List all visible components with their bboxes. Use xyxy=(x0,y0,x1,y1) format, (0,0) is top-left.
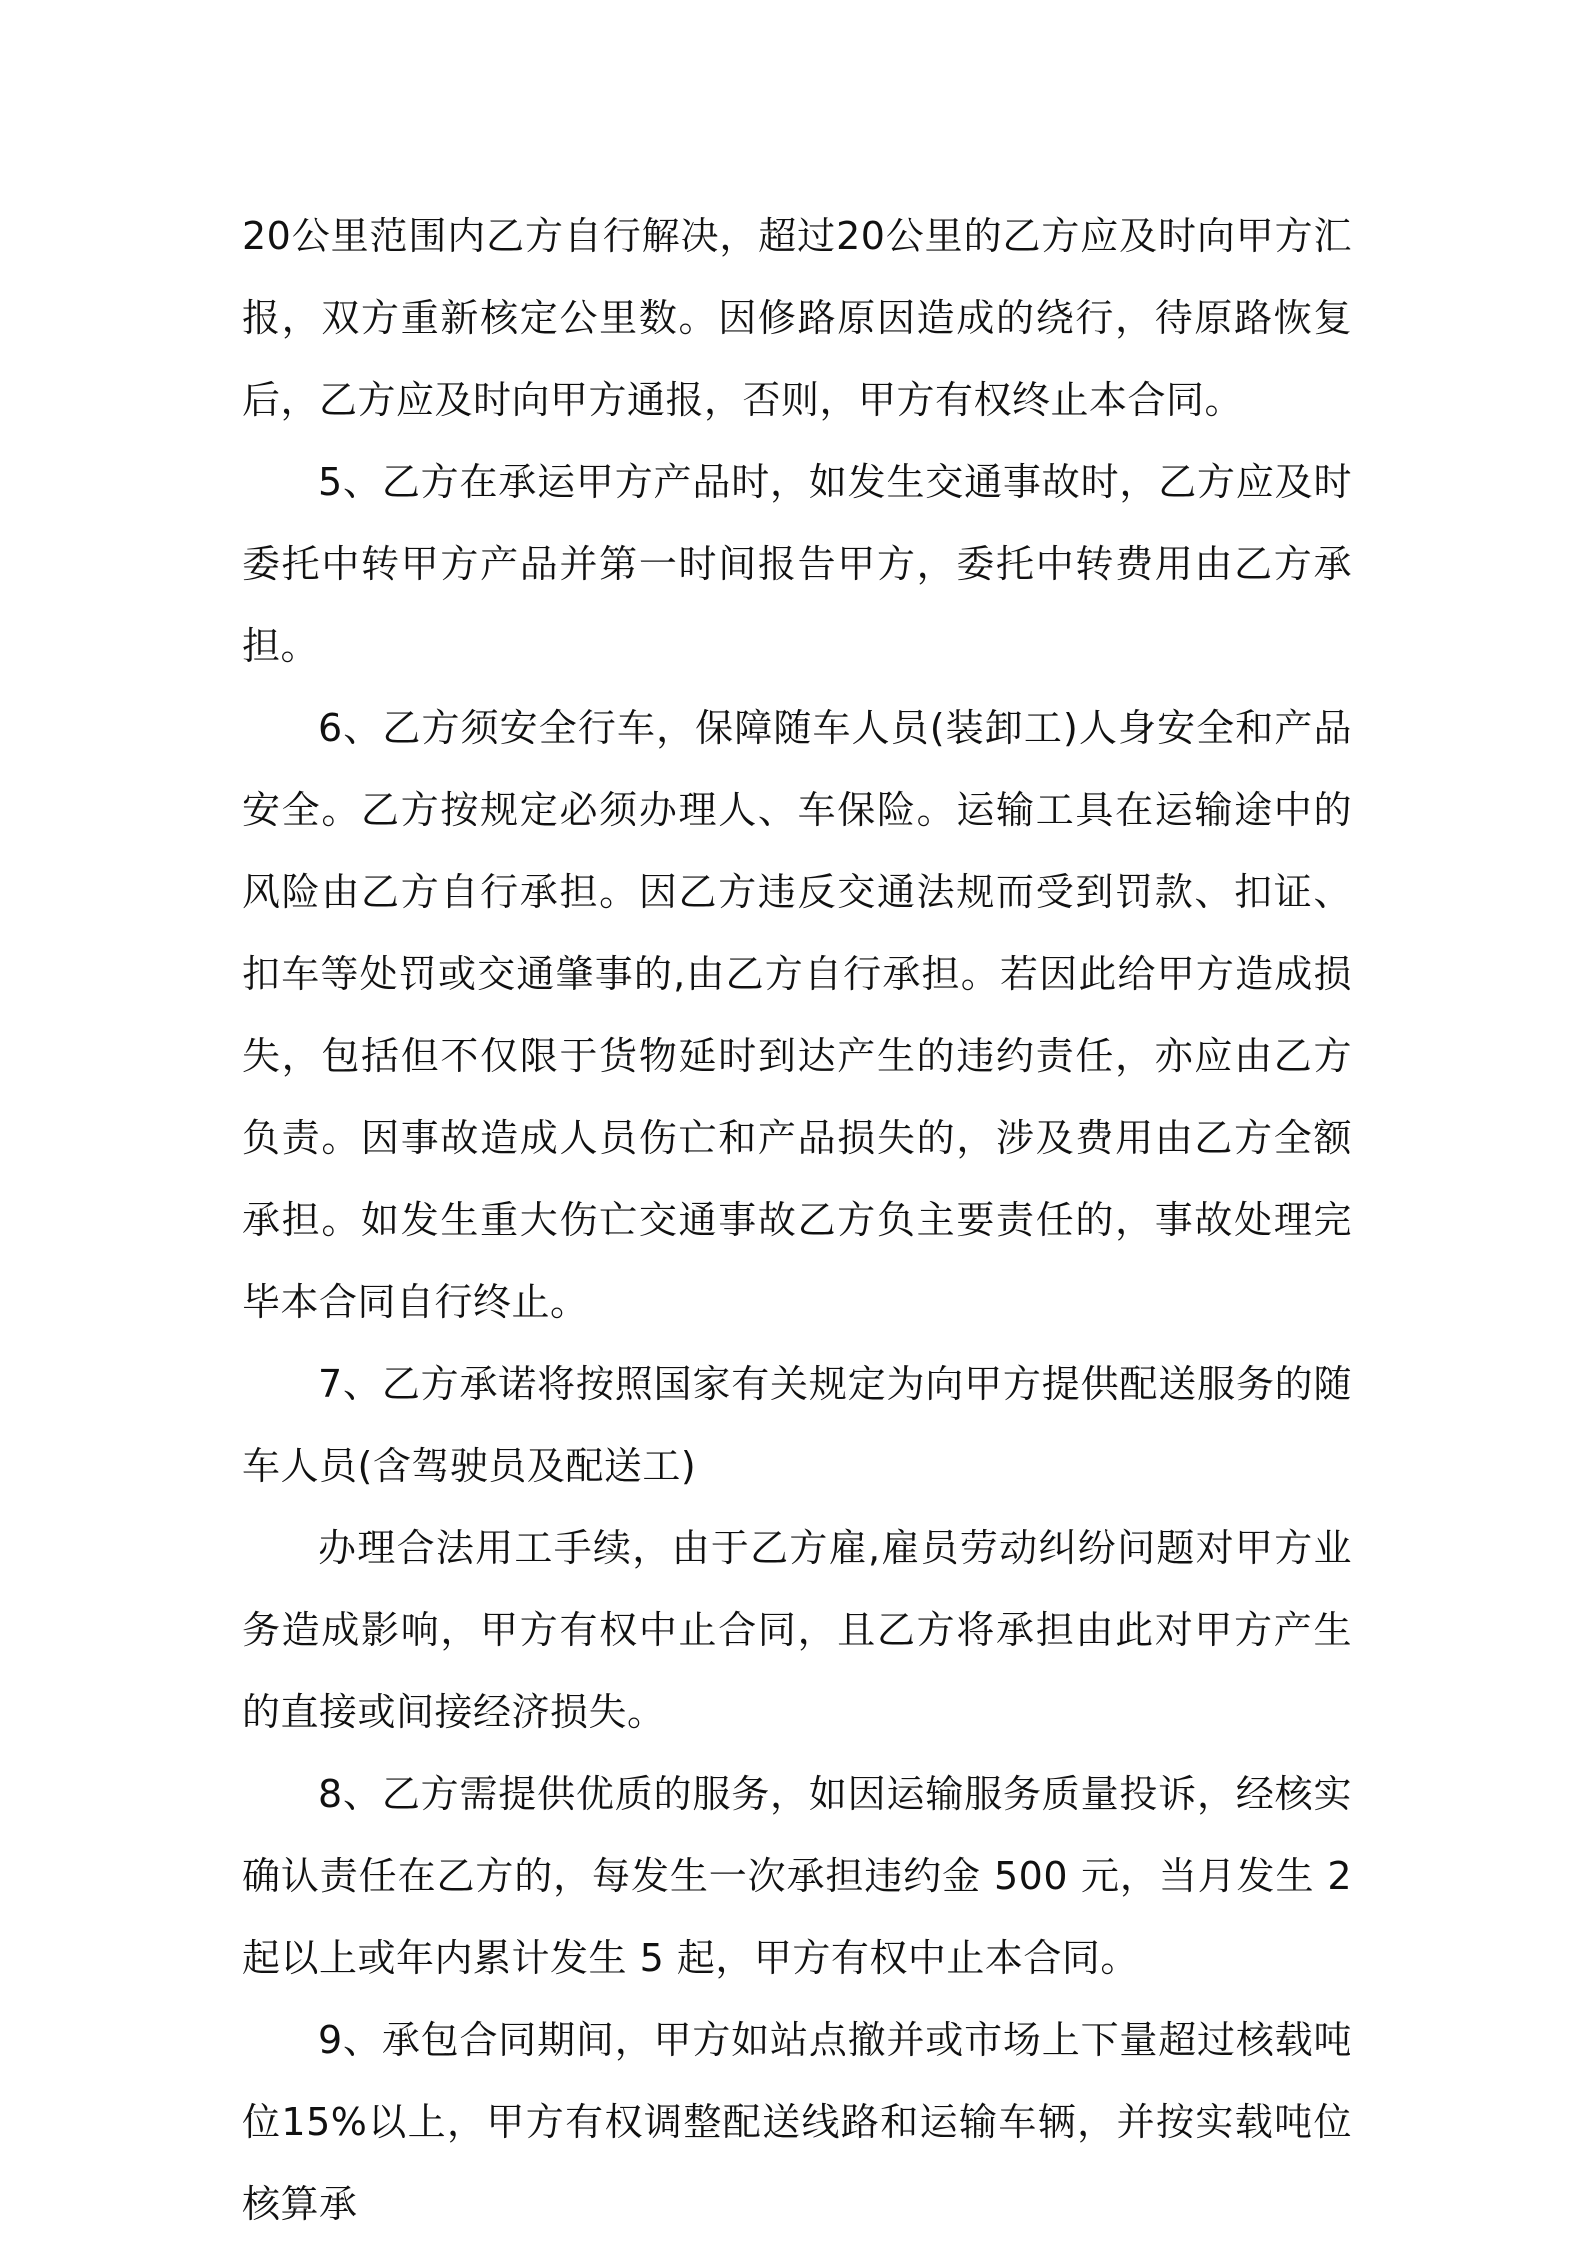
paragraph-1: 20公里范围内乙方自行解决，超过20公里的乙方应及时向甲方汇报，双方重新核定公里数。因修路原因造成的绕行，待原路恢复后，乙方应及时向甲方通报，否则，甲方有权终止本合同。 xyxy=(242,214,1352,422)
paragraph-7: 9、承包合同期间，甲方如站点撤并或市场上下量超过核载吨位15%以上，甲方有权调整配送线路和运输车辆，并按实载吨位核算承 xyxy=(242,2018,1352,2226)
paragraph-4: 7、乙方承诺将按照国家有关规定为向甲方提供配送服务的随车人员(含驾驶员及配送工) xyxy=(242,1362,1352,1488)
paragraph-3: 6、乙方须安全行车，保障随车人员(装卸工)人身安全和产品安全。乙方按规定必须办理人、车保险。运输工具在运输途中的风险由乙方自行承担。因乙方违反交通法规而受到罚款、扣证、扣车等处罚或交通肇事的,由乙方自行承担。若因此给甲方造成损失，包括但不仅限于货物延时到达产生的违约责任，亦应由乙方负责。因事故造成人员伤亡和产品损失的，涉及费用由乙方全额承担。如发生重大伤亡交通事故乙方负主要责任的，事故处理完毕本合同自行终止。 xyxy=(242,706,1352,1324)
paragraph-6: 8、乙方需提供优质的服务，如因运输服务质量投诉，经核实确认责任在乙方的，每发生一次承担违约金 500 元，当月发生 2 起以上或年内累计发生 5 起，甲方有权中止本合同。 xyxy=(242,1772,1352,1980)
paragraph-5: 办理合法用工手续，由于乙方雇,雇员劳动纠纷问题对甲方业务造成影响，甲方有权中止合同，且乙方将承担由此对甲方产生的直接或间接经济损失。 xyxy=(242,1526,1352,1734)
contract-body xyxy=(242,195,1352,2245)
paragraph-2: 5、乙方在承运甲方产品时，如发生交通事故时，乙方应及时委托中转甲方产品并第一时间报告甲方，委托中转费用由乙方承担。 xyxy=(242,460,1352,668)
